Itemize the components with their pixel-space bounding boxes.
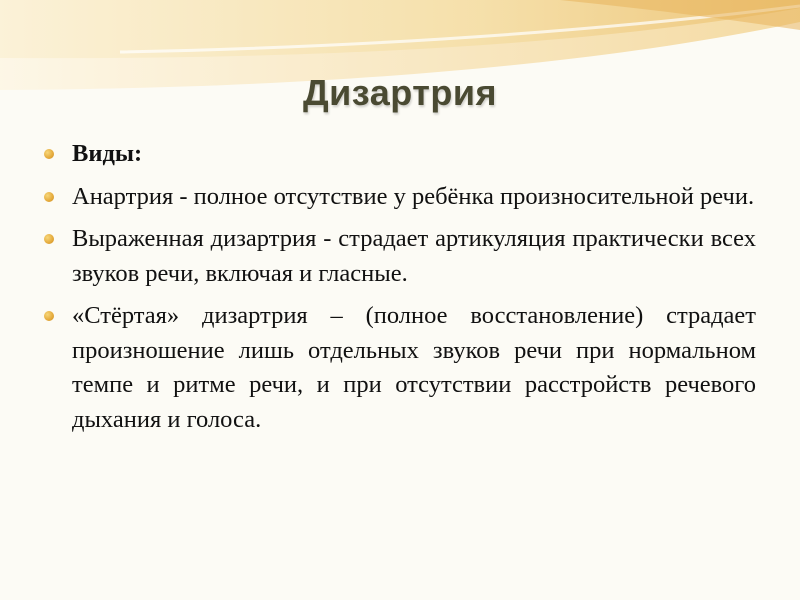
list-item [44,299,756,437]
header-decoration [0,0,800,140]
bullet-text: Виды: [72,140,143,167]
bullet-dot-icon [44,149,54,159]
list-item [44,222,756,291]
bullet-dot-icon [44,234,54,244]
bullet-text: Анартрия - полное отсутствие у ребёнка произносительной речи. [72,182,755,210]
bullet-dot-icon [44,192,54,202]
bullet-text: Выраженная дизартрия - страдает артикуляция практически всех звуков речи, включая и гласные. [72,225,756,287]
bullet-dot-icon [44,311,54,321]
slide-title: Дизартрия [303,72,497,113]
list-item [44,180,756,215]
list-item [44,137,756,172]
bullet-list [44,137,756,445]
bullet-text: «Стёртая» дизартрия – (полное восстановление) страдает произношение лишь отдельных звуков речи при нормальном темпе и ритме речи, и при отсутствии расстройств речевого дыхания и голоса. [72,302,756,433]
